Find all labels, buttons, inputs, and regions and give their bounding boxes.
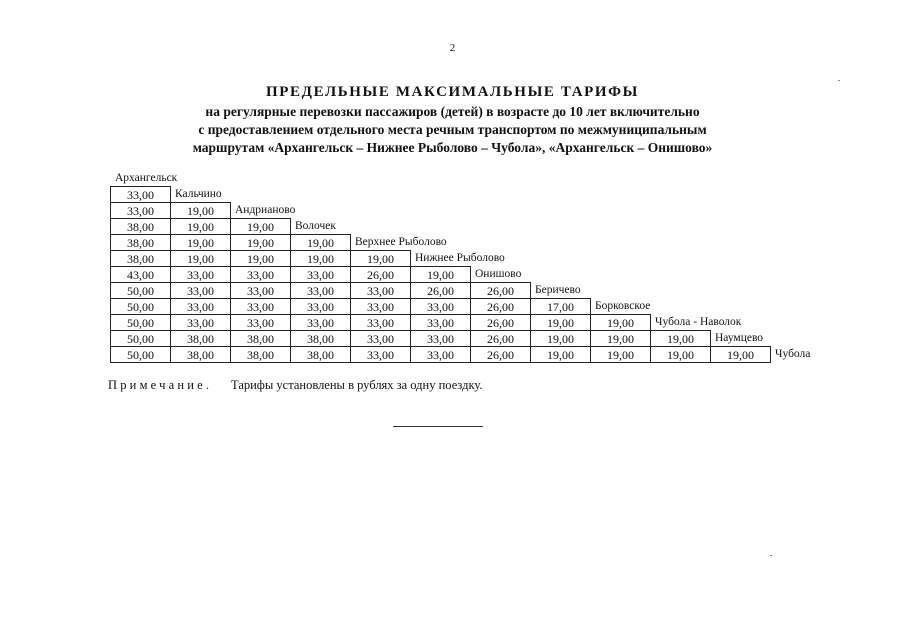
fare-cell: 50,00: [110, 298, 171, 315]
fare-cell: 33,00: [350, 314, 411, 331]
fare-cell: 33,00: [170, 314, 231, 331]
fare-cell: 19,00: [590, 346, 651, 363]
station-label: Волочек: [295, 220, 336, 232]
fare-cell: 19,00: [650, 346, 711, 363]
fare-cell: 33,00: [350, 298, 411, 315]
station-label: Беричево: [535, 284, 581, 296]
fare-cell: 50,00: [110, 314, 171, 331]
fare-cell: 33,00: [170, 282, 231, 299]
fare-cell: 43,00: [110, 266, 171, 283]
fare-cell: 26,00: [470, 298, 531, 315]
station-label: Кальчино: [175, 188, 222, 200]
station-label: Чубола: [775, 348, 811, 360]
fare-cell: 38,00: [110, 234, 171, 251]
fare-cell: 33,00: [110, 186, 171, 203]
fare-cell: 19,00: [590, 330, 651, 347]
fare-cell: 33,00: [230, 282, 291, 299]
fare-cell: 17,00: [530, 298, 591, 315]
fare-cell: 50,00: [110, 330, 171, 347]
fare-cell: 33,00: [410, 298, 471, 315]
fare-cell: 19,00: [170, 202, 231, 219]
fare-cell: 33,00: [230, 314, 291, 331]
station-label: Онишово: [475, 268, 522, 280]
fare-cell: 19,00: [290, 250, 351, 267]
fare-cell: 19,00: [710, 346, 771, 363]
fare-cell: 33,00: [110, 202, 171, 219]
fare-cell: 26,00: [470, 282, 531, 299]
document-subtitle-line-3: маршрутам «Архангельск – Нижнее Рыболово – Чубола», «Архангельск – Онишово»: [192, 140, 713, 155]
fare-cell: 26,00: [350, 266, 411, 283]
fare-cell: 38,00: [230, 346, 291, 363]
fare-cell: 38,00: [290, 346, 351, 363]
fare-cell: 38,00: [290, 330, 351, 347]
fare-cell: 33,00: [410, 346, 471, 363]
station-label: Борковское: [595, 300, 651, 312]
fare-cell: 33,00: [350, 330, 411, 347]
fare-cell: 19,00: [530, 314, 591, 331]
fare-cell: 38,00: [230, 330, 291, 347]
note-text: Тарифы установлены в рублях за одну поездку.: [231, 378, 483, 392]
fare-cell: 33,00: [350, 282, 411, 299]
station-label: Архангельск: [115, 172, 178, 184]
fare-cell: 33,00: [290, 282, 351, 299]
fare-cell: 19,00: [230, 218, 291, 235]
fare-cell: 50,00: [110, 346, 171, 363]
fare-cell: 33,00: [230, 298, 291, 315]
note: [108, 378, 483, 393]
station-label: Нижнее Рыболово: [415, 252, 505, 264]
fare-cell: 19,00: [650, 330, 711, 347]
fare-cell: 33,00: [170, 266, 231, 283]
scan-speck: [770, 555, 772, 556]
fare-cell: 26,00: [470, 330, 531, 347]
station-label: Чубола - Наволок: [655, 316, 742, 328]
fare-cell: 33,00: [290, 266, 351, 283]
page-number: 2: [449, 42, 456, 54]
fare-cell: 38,00: [110, 250, 171, 267]
document-subtitle-line-1: на регулярные перевозки пассажиров (детей) в возрасте до 10 лет включительно: [205, 104, 700, 119]
fare-cell: 19,00: [530, 330, 591, 347]
fare-cell: 19,00: [590, 314, 651, 331]
fare-cell: 19,00: [170, 250, 231, 267]
station-label: Андрианово: [235, 204, 296, 216]
fare-cell: 38,00: [110, 218, 171, 235]
fare-cell: 19,00: [290, 234, 351, 251]
fare-cell: 19,00: [230, 250, 291, 267]
fare-cell: 19,00: [410, 266, 471, 283]
fare-cell: 33,00: [290, 314, 351, 331]
station-label: Верхнее Рыболово: [355, 236, 447, 248]
fare-cell: 33,00: [230, 266, 291, 283]
fare-cell: 19,00: [530, 346, 591, 363]
fare-cell: 26,00: [470, 314, 531, 331]
fare-cell: 19,00: [170, 218, 231, 235]
fare-cell: 19,00: [170, 234, 231, 251]
fare-cell: 19,00: [230, 234, 291, 251]
note-label: Примечание.: [108, 378, 213, 392]
fare-cell: 26,00: [470, 346, 531, 363]
fare-cell: 33,00: [350, 346, 411, 363]
fare-cell: 19,00: [350, 250, 411, 267]
fare-cell: 38,00: [170, 346, 231, 363]
fare-cell: 38,00: [170, 330, 231, 347]
document-subtitle-line-2: с предоставлением отдельного места речным транспортом по межмуниципальным: [198, 122, 707, 137]
station-label: Наумцево: [715, 332, 764, 344]
fare-cell: 33,00: [410, 330, 471, 347]
fare-cell: 33,00: [410, 314, 471, 331]
scan-speck: [838, 80, 840, 81]
fare-cell: 26,00: [410, 282, 471, 299]
fare-cell: 50,00: [110, 282, 171, 299]
document-title: ПРЕДЕЛЬНЫЕ МАКСИМАЛЬНЫЕ ТАРИФЫ: [266, 84, 639, 100]
fare-cell: 33,00: [170, 298, 231, 315]
closing-rule: [393, 426, 483, 427]
fare-cell: 33,00: [290, 298, 351, 315]
